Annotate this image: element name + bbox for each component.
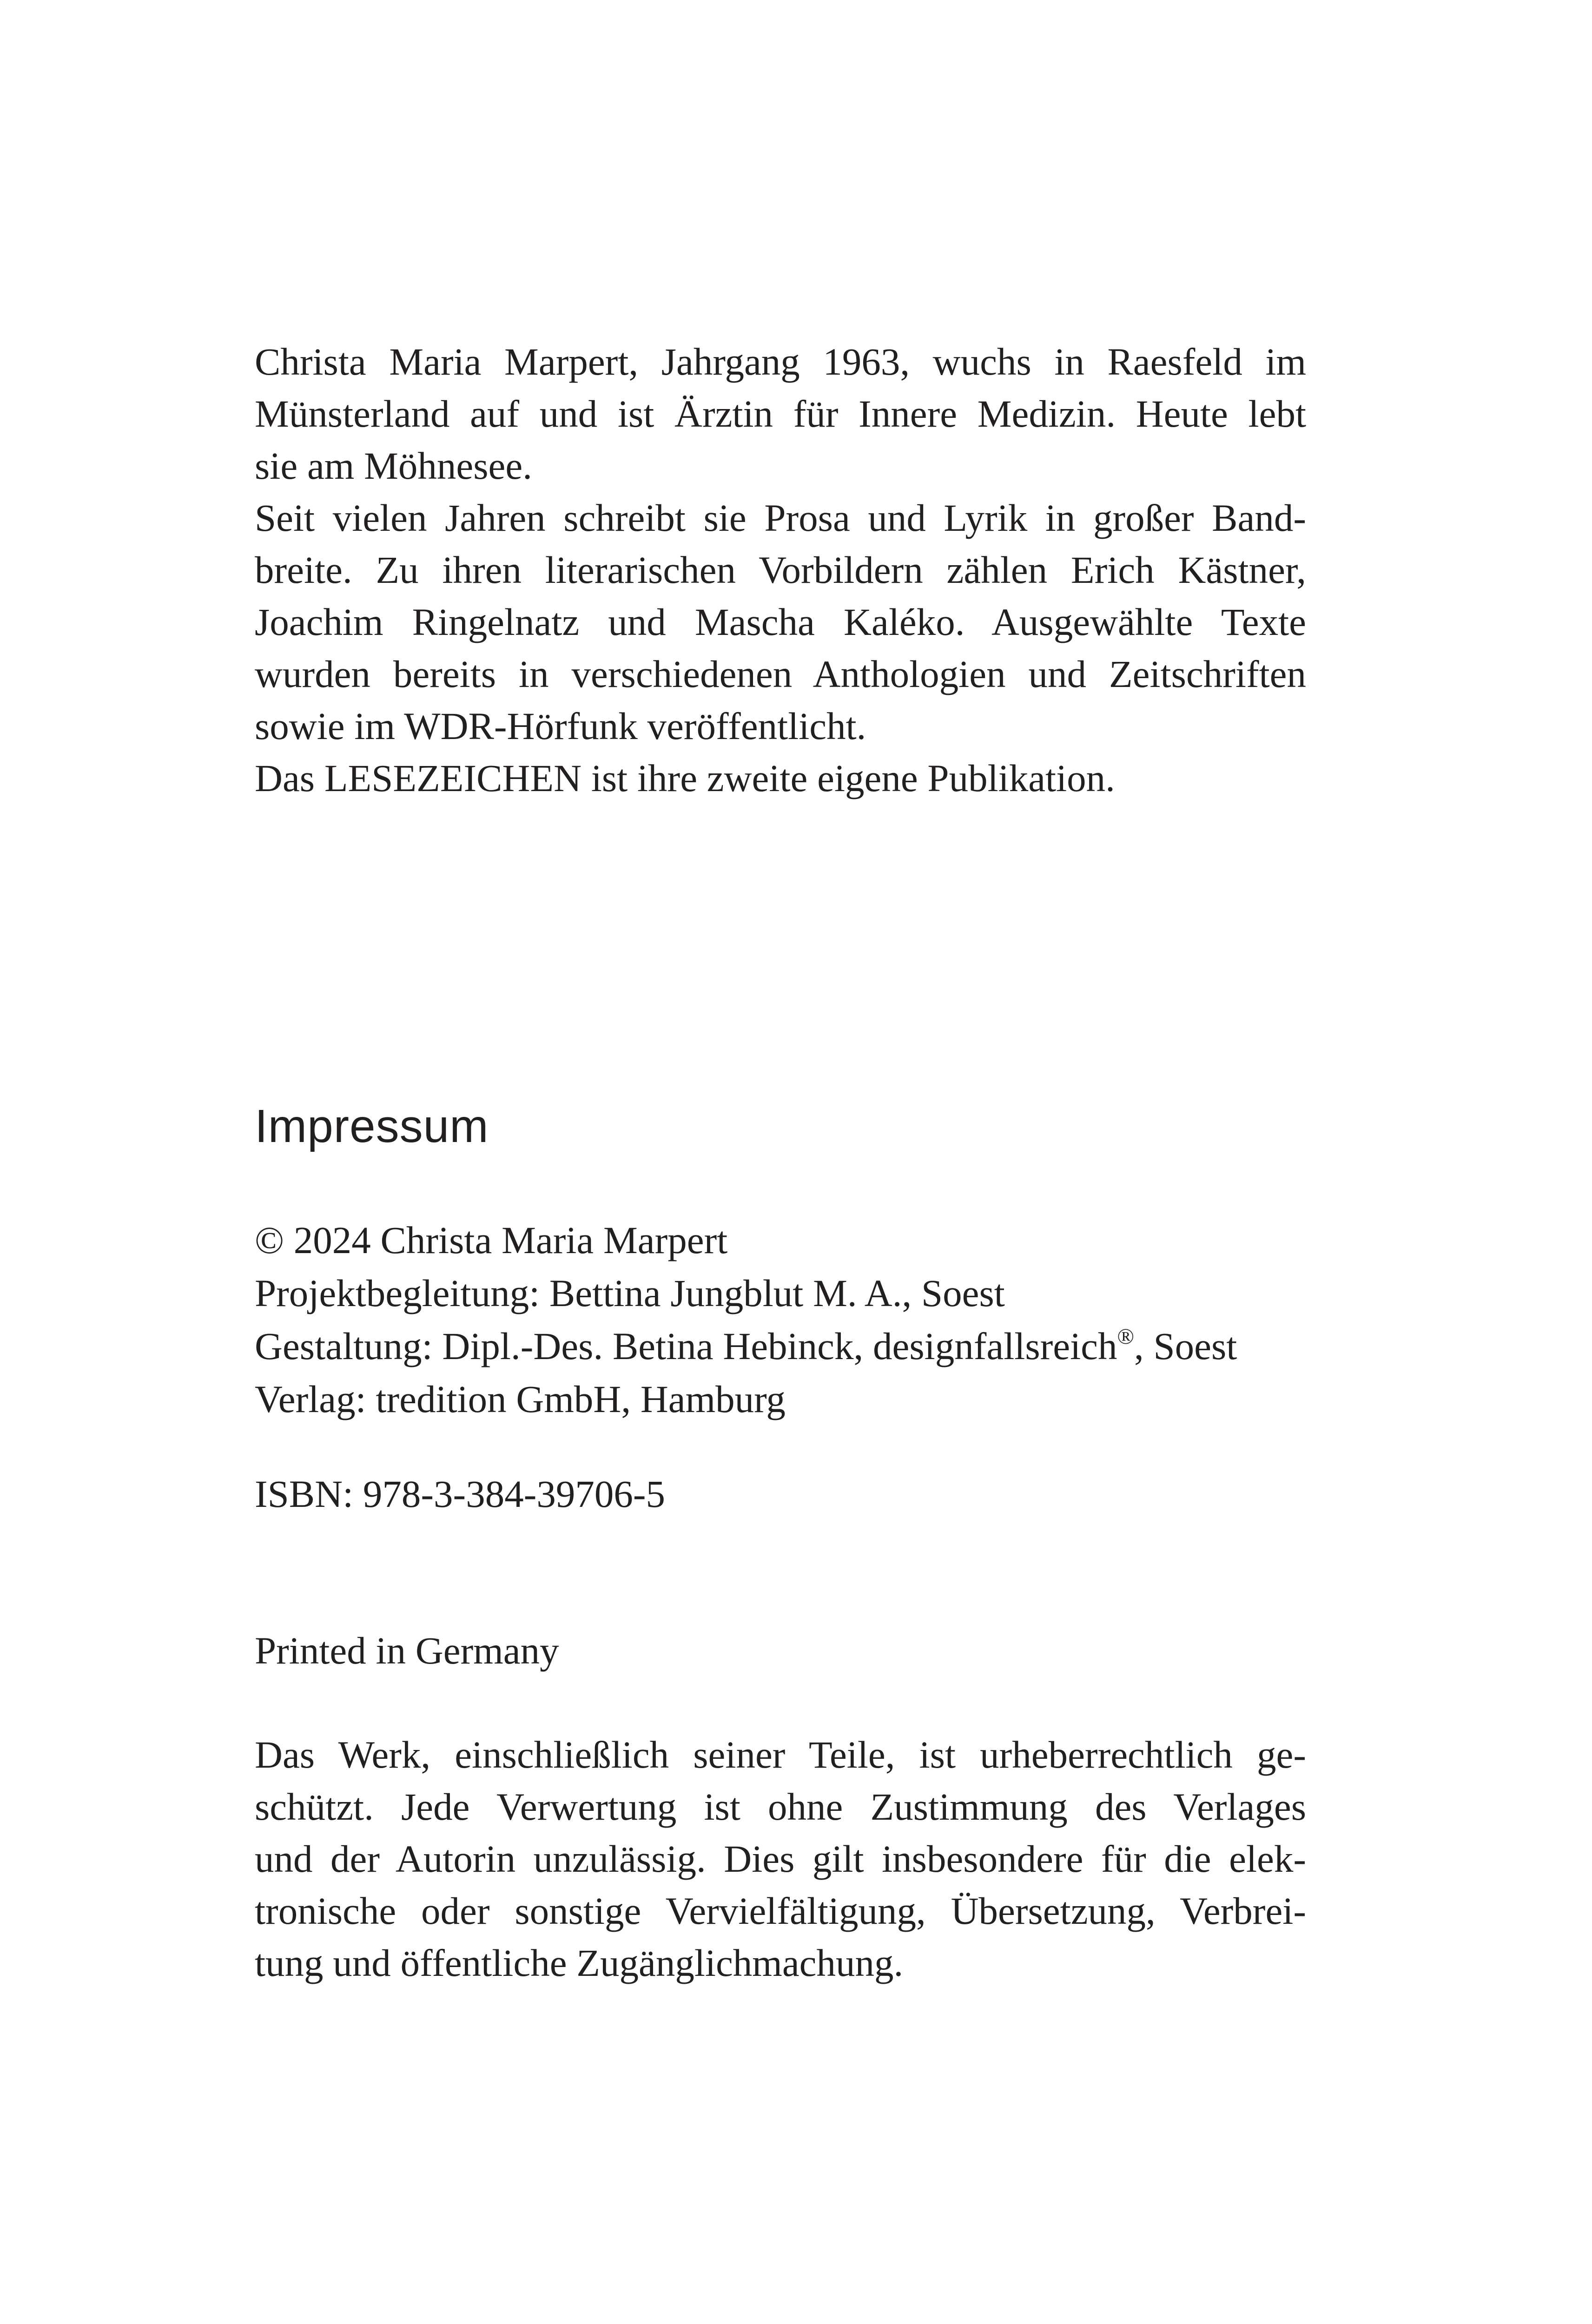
registered-mark: ® [1117, 1324, 1134, 1349]
design-city: , Soest [1134, 1325, 1237, 1367]
design-text: Gestaltung: Dipl.-Des. Betina Hebinck, designfallsreich [255, 1325, 1117, 1367]
legal-line: und der Autorin unzulässig. Dies gilt insbesondere für die elek- [255, 1837, 1306, 1880]
legal-line: schützt. Jede Verwertung ist ohne Zustimmung des Verlages [255, 1785, 1306, 1828]
impressum-heading: Impressum [255, 1100, 489, 1152]
design-line [255, 1320, 1306, 1373]
bio-line: Joachim Ringelnatz und Mascha Kaléko. Ausgewählte Texte [255, 601, 1306, 643]
bio-line: Christa Maria Marpert, Jahrgang 1963, wuchs in Raesfeld im [255, 340, 1306, 383]
printed-in: Printed in Germany [255, 1629, 559, 1672]
publisher-line: Verlag: tredition GmbH, Hamburg [255, 1378, 786, 1420]
author-bio [255, 336, 1306, 804]
isbn: ISBN: 978-3-384-39706-5 [255, 1472, 665, 1515]
legal-line: Das Werk, einschließlich seiner Teile, ist urheberrechtlich ge- [255, 1733, 1306, 1776]
bio-line: Münsterland auf und ist Ärztin für Innere Medizin. Heute lebt [255, 392, 1306, 435]
bio-line: sie am Möhnesee. [255, 444, 532, 487]
impressum-details [255, 1214, 1306, 1426]
bio-line: Seit vielen Jahren schreibt sie Prosa und Lyrik in großer Band- [255, 496, 1306, 539]
bio-line: breite. Zu ihren literarischen Vorbildern zählen Erich Kästner, [255, 548, 1306, 591]
bio-line: sowie im WDR-Hörfunk veröffentlicht. [255, 705, 866, 747]
project-line: Projektbegleitung: Bettina Jungblut M. A., Soest [255, 1272, 1005, 1314]
copyright-line: © 2024 Christa Maria Marpert [255, 1219, 728, 1261]
legal-notice [255, 1729, 1306, 1989]
legal-line: tung und öffentliche Zugänglichmachung. [255, 1941, 904, 1984]
bio-line: wurden bereits in verschiedenen Anthologien und Zeitschriften [255, 653, 1306, 695]
bio-line: Das LESEZEICHEN ist ihre zweite eigene Publikation. [255, 757, 1115, 799]
legal-line: tronische oder sonstige Vervielfältigung, Übersetzung, Verbrei- [255, 1889, 1306, 1932]
